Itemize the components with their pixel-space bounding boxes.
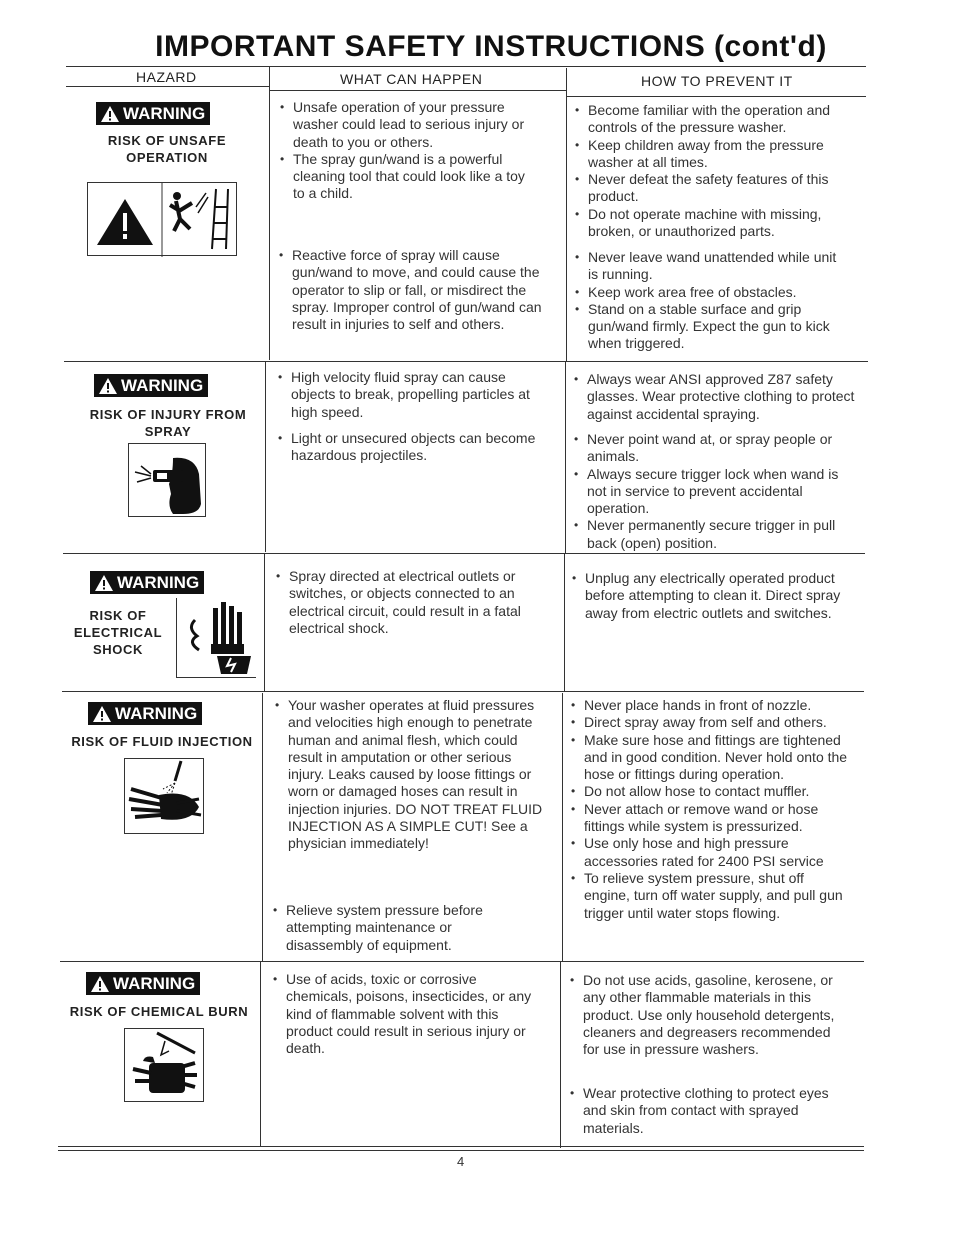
list-item: • Stand on a stable surface and grip gun/wand firmly. Expect the gun to kick when triggered. — [575, 301, 850, 353]
hazard-label — [60, 1003, 258, 1020]
list-item: • Do not use acids, gasoline, kerosene, or any other flammable materials in this product. Use only household detergents, cleaners and degreasers recommended for use in pressure washers. — [570, 972, 850, 1058]
what-can-happen-list — [275, 697, 545, 853]
column-divider-2b — [565, 362, 566, 554]
list-item: • Become familiar with the operation and controls of the pressure washer. — [575, 102, 855, 137]
warning-triangle-icon — [100, 105, 120, 123]
warning-badge — [94, 374, 208, 397]
bottom-rule-2 — [58, 1150, 864, 1151]
what-can-happen-list — [273, 902, 518, 954]
list-item: • Use of acids, toxic or corrosive chemicals, poisons, insecticides, or any kind of flammable solvent with this product could result in serious injury or death. — [273, 971, 543, 1057]
warning-label: WARNING — [115, 704, 198, 723]
warning-label: WARNING — [113, 974, 196, 993]
what-can-happen-column-header: WHAT CAN HAPPEN — [340, 71, 483, 87]
hazard-label — [62, 733, 262, 750]
warning-badge — [86, 972, 200, 995]
list-item: • Never place hands in front of nozzle. — [571, 697, 853, 714]
warning-triangle-and-child-icon — [87, 182, 237, 256]
list-item: • Never defeat the safety features of this product. — [575, 171, 855, 206]
warning-triangle-icon — [94, 574, 114, 592]
list-item: • Keep children away from the pressure washer at all times. — [575, 137, 855, 172]
warning-triangle-icon — [98, 377, 118, 395]
row-rule-3 — [62, 691, 864, 692]
list-item: • Spray directed at electrical outlets or switches, or objects connected to an electrical circuit, could result in a fatal electrical shock. — [276, 568, 546, 637]
what-can-happen-list — [278, 430, 553, 465]
hazard-label-line: RISK OF INJURY FROM — [89, 407, 247, 422]
what-can-happen-list — [279, 247, 543, 333]
warning-label: WARNING — [123, 104, 206, 123]
column-divider-2c — [564, 554, 565, 692]
how-to-prevent-list — [571, 697, 853, 922]
column-divider-1e — [260, 962, 261, 1146]
hazard-label-line: RISK OF UNSAFE — [107, 133, 227, 148]
bottom-rule — [58, 1146, 864, 1147]
list-item: • Never point wand at, or spray people or animals. — [574, 431, 854, 466]
list-item: • Do not allow hose to contact muffler. — [571, 783, 853, 800]
column-divider-1d — [262, 693, 263, 961]
hazard-column-header: HAZARD — [136, 69, 197, 85]
warning-badge — [96, 102, 210, 125]
header-top-rule — [66, 66, 866, 67]
warning-badge — [90, 571, 204, 594]
hazard-label-line: OPERATION — [126, 150, 208, 165]
list-item: • Relieve system pressure before attempting maintenance or disassembly of equipment. — [273, 902, 518, 954]
fluid-injection-hand-icon — [124, 758, 204, 834]
list-item: • Do not operate machine with missing, broken, or unauthorized parts. — [575, 206, 855, 241]
list-item: • Make sure hose and fittings are tightened and in good condition. Never hold onto the hose or fittings during operation. — [571, 732, 853, 784]
list-item: • Always wear ANSI approved Z87 safety glasses. Wear protective clothing to protect against accidental spraying. — [574, 371, 862, 423]
column-divider-1c — [264, 554, 265, 692]
how-to-prevent-list — [570, 1085, 832, 1137]
list-item: • Never attach or remove wand or hose fittings while system is pressurized. — [571, 801, 853, 836]
column-divider-2d — [562, 693, 563, 961]
list-item: • The spray gun/wand is a powerful cleaning tool that could look like a toy to a child. — [280, 151, 540, 203]
chemical-burn-hand-icon — [124, 1028, 204, 1102]
header-rule-left — [66, 86, 270, 87]
row-rule-1 — [64, 361, 868, 362]
warning-badge — [88, 702, 202, 725]
column-divider-1 — [269, 66, 270, 360]
list-item: • Your washer operates at fluid pressures and velocities high enough to penetrate human and animal flesh, which could result in amputation or other serious injury. Leaks caused by loose fittings or worn or damaged hoses can result in injection injuries. DO NOT TREAT FLUID INJECTION AS A SIMPLE CUT! See a physician immediately! — [275, 697, 545, 853]
warning-triangle-icon — [92, 705, 112, 723]
list-item: • Always secure trigger lock when wand is not in service to prevent accidental operation. — [574, 466, 854, 518]
hazard-label-line: ELECTRICAL — [73, 625, 163, 640]
hazard-label-line: SPRAY — [144, 424, 192, 439]
how-to-prevent-list — [572, 570, 854, 622]
how-to-prevent-list — [570, 972, 850, 1058]
hazard-label — [90, 132, 244, 166]
what-can-happen-list — [280, 99, 540, 203]
list-item: • Never permanently secure trigger in pull back (open) position. — [574, 517, 854, 552]
how-to-prevent-list — [574, 371, 862, 423]
column-divider-2 — [566, 68, 567, 362]
warning-triangle-icon — [90, 975, 110, 993]
how-to-prevent-column-header: HOW TO PREVENT IT — [641, 73, 793, 89]
row-rule-2 — [63, 553, 865, 554]
warning-label: WARNING — [117, 573, 200, 592]
what-can-happen-list — [273, 971, 543, 1057]
electric-shock-hand-icon — [176, 598, 256, 678]
how-to-prevent-list — [575, 249, 850, 353]
list-item: • Reactive force of spray will cause gun/wand to move, and could cause the operator to slip or fall, or misdirect the spray. Improper control of gun/wand can result in injuries to self and others. — [279, 247, 543, 333]
how-to-prevent-list — [575, 102, 855, 240]
warning-label: WARNING — [121, 376, 204, 395]
how-to-prevent-list — [574, 431, 854, 552]
list-item: • Never leave wand unattended while unit is running. — [575, 249, 850, 284]
hazard-label-line: RISK OF — [89, 608, 147, 623]
header-rule-right — [567, 96, 866, 97]
page-number: 4 — [457, 1154, 465, 1169]
hazard-label-line: RISK OF FLUID INJECTION — [71, 734, 253, 749]
list-item: • To relieve system pressure, shut off engine, turn off water supply, and pull gun trigger until water stops flowing. — [571, 870, 853, 922]
list-item: • Keep work area free of obstacles. — [575, 284, 850, 301]
hazard-label — [78, 406, 258, 440]
list-item: • Light or unsecured objects can become hazardous projectiles. — [278, 430, 553, 465]
what-can-happen-list — [278, 369, 548, 421]
hazard-label — [66, 607, 170, 658]
list-item: • Wear protective clothing to protect eyes and skin from contact with sprayed materials. — [570, 1085, 832, 1137]
page-title: IMPORTANT SAFETY INSTRUCTIONS (cont'd) — [155, 30, 827, 63]
list-item: • Use only hose and high pressure accessories rated for 2400 PSI service — [571, 835, 853, 870]
row-rule-4 — [60, 961, 864, 962]
column-divider-2e — [560, 962, 561, 1148]
column-divider-1b — [265, 362, 266, 552]
list-item: • Direct spray away from self and others. — [571, 714, 853, 731]
header-rule-middle — [270, 90, 566, 91]
list-item: • High velocity fluid spray can cause objects to break, propelling particles at high speed. — [278, 369, 548, 421]
safety-glasses-icon — [128, 443, 206, 517]
list-item: • Unsafe operation of your pressure washer could lead to serious injury or death to you or others. — [280, 99, 540, 151]
hazard-label-line: SHOCK — [93, 642, 143, 657]
hazard-label-line: RISK OF CHEMICAL BURN — [69, 1004, 249, 1019]
what-can-happen-list — [276, 568, 546, 637]
list-item: • Unplug any electrically operated product before attempting to clean it. Direct spray away from electric outlets and switches. — [572, 570, 854, 622]
